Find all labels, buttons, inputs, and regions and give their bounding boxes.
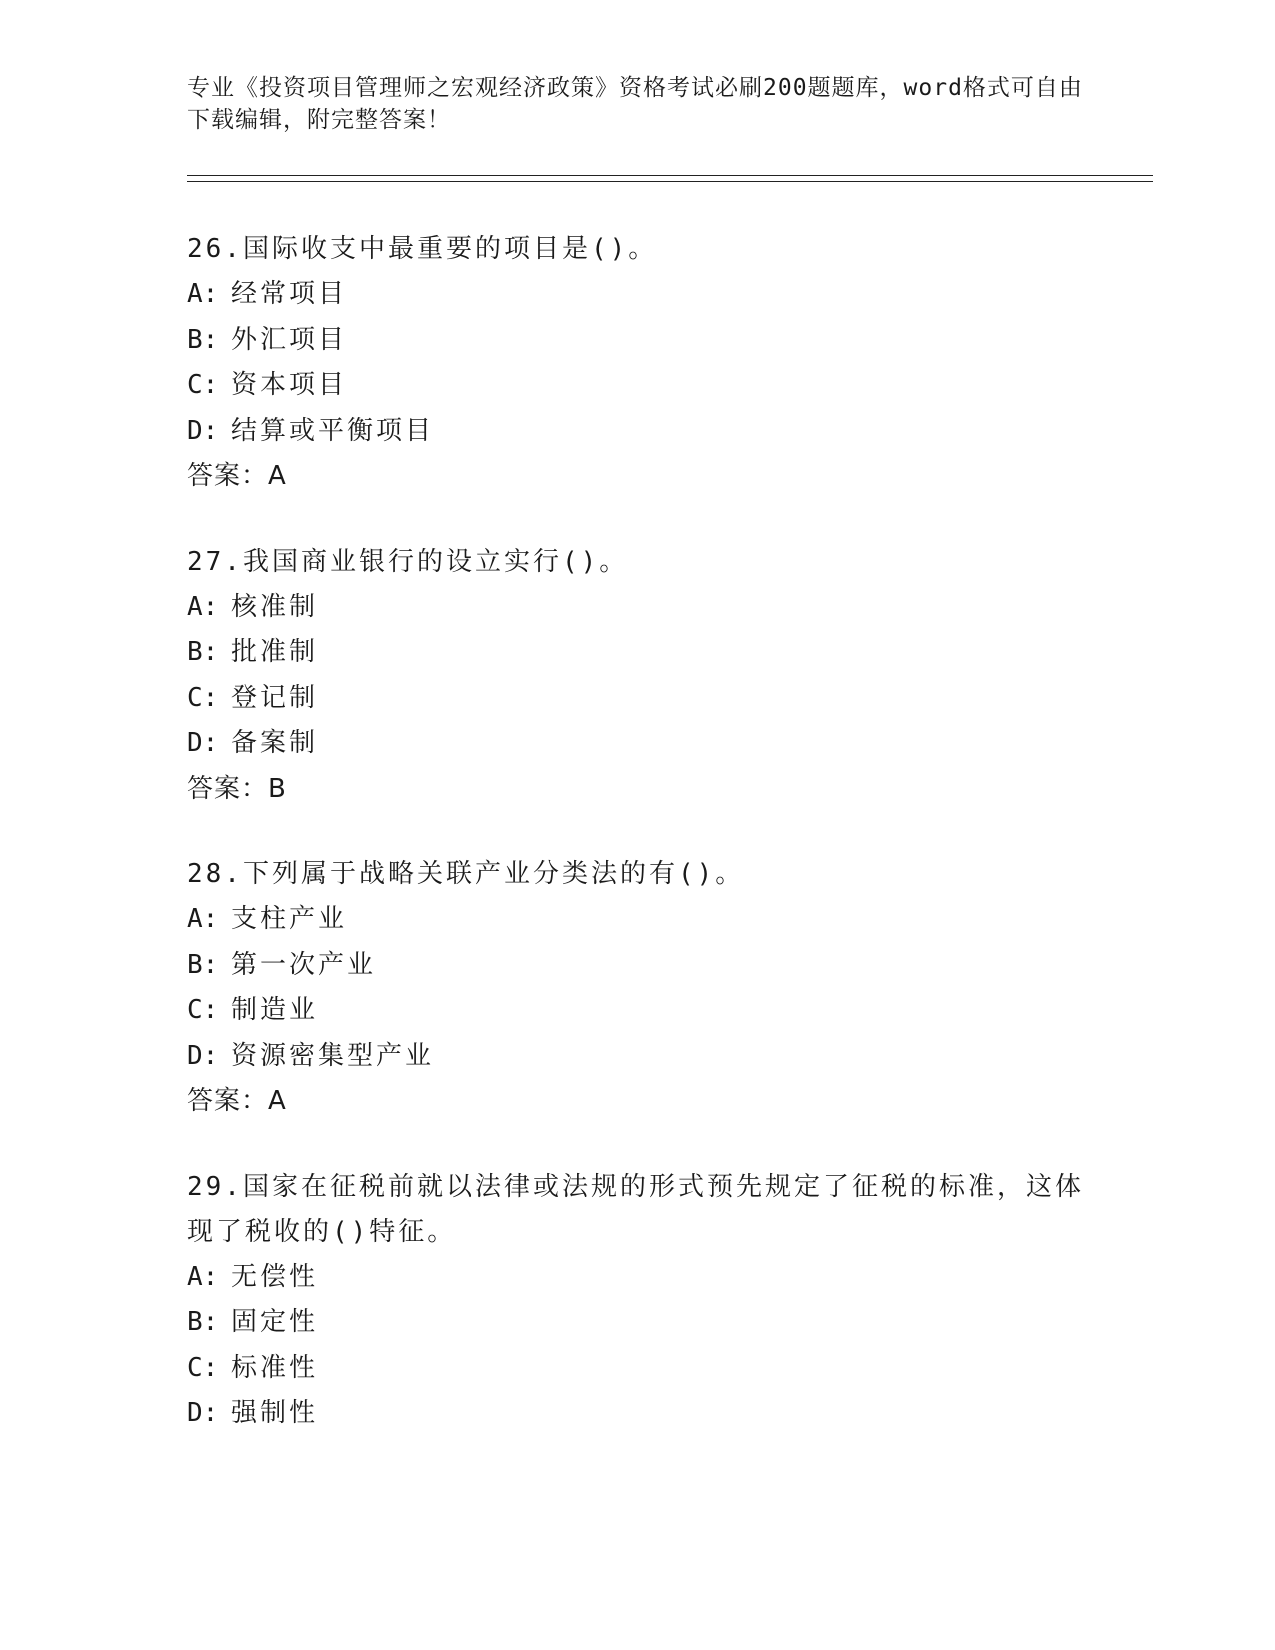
option-text: 支柱产业 — [231, 904, 348, 934]
option-a — [187, 1255, 1087, 1301]
question-text: 26.国际收支中最重要的项目是()。 — [187, 234, 658, 264]
option-d — [187, 1034, 1087, 1080]
option-d — [187, 721, 1087, 767]
option-b — [187, 943, 1087, 989]
option-d — [187, 409, 1087, 455]
option-text: 批准制 — [231, 637, 319, 667]
header-rule-top — [187, 175, 1153, 176]
answer-line: 答案：B — [187, 773, 287, 804]
question-text: 27.我国商业银行的设立实行()。 — [187, 546, 629, 577]
question-text: 29.国家在征税前就以法律或法规的形式预先规定了征税的标准，这体现了税收的()特征。 — [187, 1171, 1084, 1247]
option-text: 结算或平衡项目 — [231, 415, 435, 446]
option-letter: A: — [187, 279, 219, 309]
option-b — [187, 318, 1087, 364]
option-letter: D: — [187, 1398, 219, 1428]
option-letter: B: — [187, 324, 219, 355]
option-text: 资本项目 — [231, 370, 348, 400]
option-text: 第一次产业 — [231, 949, 377, 980]
option-d — [187, 1391, 1087, 1437]
option-c — [187, 1346, 1087, 1392]
option-letter: A: — [187, 1261, 219, 1292]
option-a — [187, 897, 1087, 943]
option-text: 无偿性 — [231, 1261, 319, 1292]
option-text: 强制性 — [231, 1398, 319, 1428]
option-text: 登记制 — [231, 682, 319, 713]
option-c — [187, 363, 1087, 409]
option-letter: C: — [187, 370, 219, 400]
option-a — [187, 272, 1087, 318]
option-letter: A: — [187, 904, 219, 934]
question-27 — [187, 540, 1087, 813]
option-text: 备案制 — [231, 728, 319, 758]
option-letter: C: — [187, 682, 219, 713]
option-text: 标准性 — [231, 1352, 319, 1383]
document-header — [187, 72, 1087, 136]
question-text: 28.下列属于战略关联产业分类法的有()。 — [187, 859, 745, 889]
option-letter: D: — [187, 1040, 219, 1071]
option-letter: B: — [187, 1307, 219, 1337]
question-26 — [187, 227, 1087, 500]
option-text: 核准制 — [231, 591, 319, 622]
option-letter: D: — [187, 415, 219, 446]
option-letter: B: — [187, 949, 219, 980]
option-a — [187, 585, 1087, 631]
option-text: 经常项目 — [231, 279, 348, 309]
option-c — [187, 988, 1087, 1034]
option-letter: B: — [187, 637, 219, 667]
question-28 — [187, 852, 1087, 1125]
option-text: 固定性 — [231, 1307, 319, 1337]
option-letter: C: — [187, 995, 219, 1025]
option-b — [187, 1300, 1087, 1346]
option-text: 外汇项目 — [231, 324, 348, 355]
question-list — [187, 227, 1087, 1477]
question-29 — [187, 1165, 1087, 1437]
option-letter: A: — [187, 591, 219, 622]
answer-line: 答案：A — [187, 1086, 287, 1116]
option-c — [187, 676, 1087, 722]
answer-line: 答案：A — [187, 461, 287, 491]
option-text: 制造业 — [231, 995, 319, 1025]
document-title: 专业《投资项目管理师之宏观经济政策》资格考试必刷200题题库，word格式可自由下载编辑，附完整答案！ — [187, 75, 1083, 133]
option-letter: D: — [187, 728, 219, 758]
header-rule-bottom — [187, 181, 1153, 182]
option-b — [187, 630, 1087, 676]
option-text: 资源密集型产业 — [231, 1040, 435, 1071]
option-letter: C: — [187, 1352, 219, 1383]
